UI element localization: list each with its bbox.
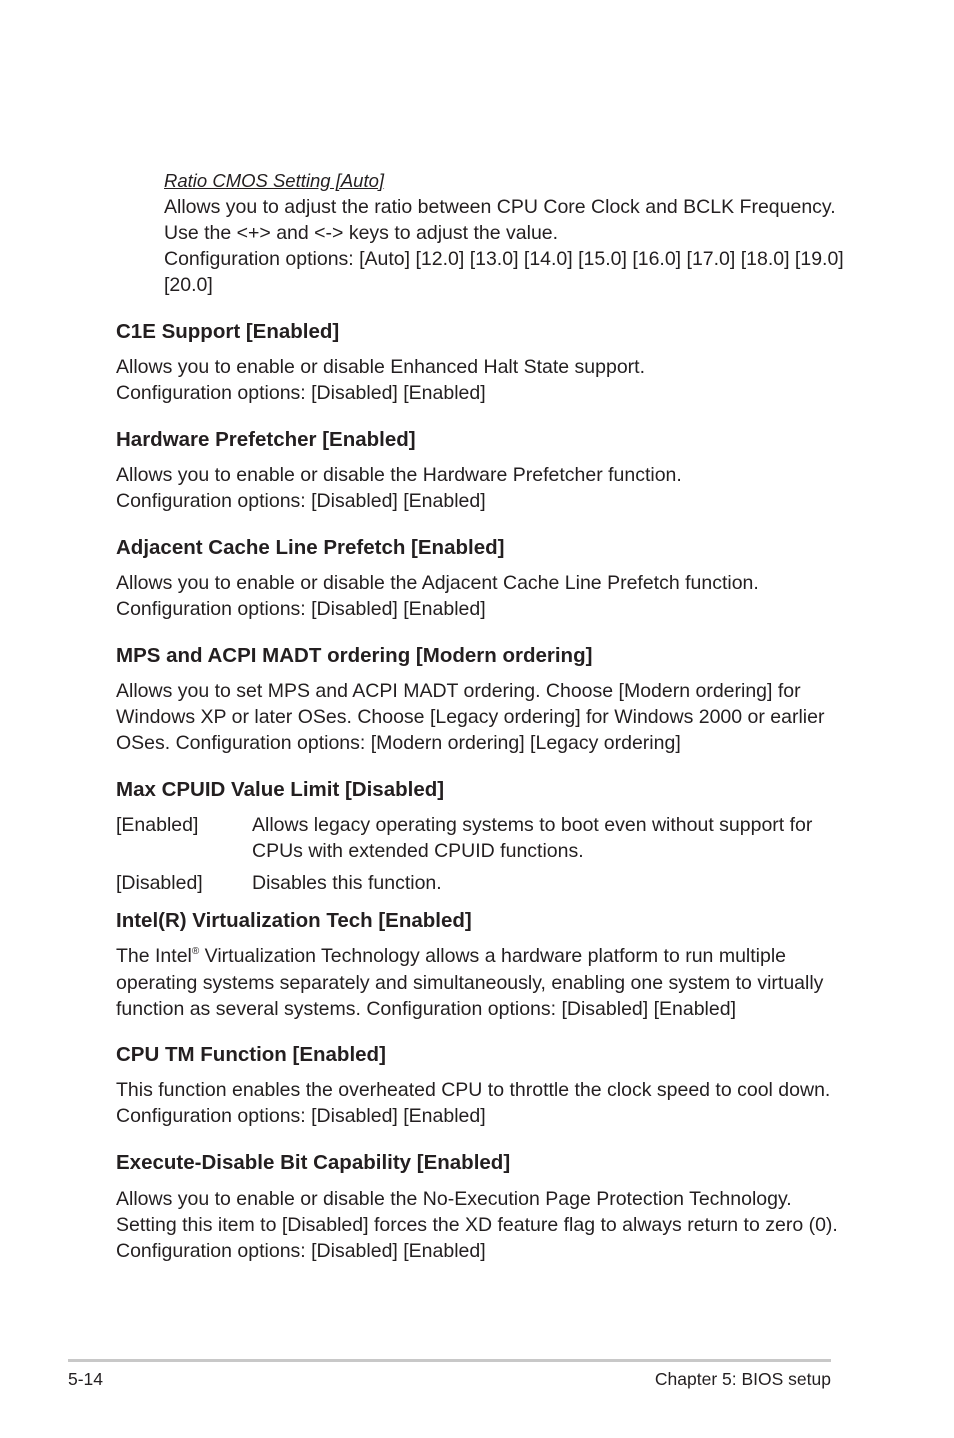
ratio-cmos-desc-line: Use the <+> and <-> keys to adjust the value. bbox=[164, 222, 559, 244]
virtualization-desc-line: function as several systems. Configuration options: [Disabled] [Enabled] bbox=[116, 998, 737, 1020]
execute-disable-heading: Execute-Disable Bit Capability [Enabled] bbox=[116, 1151, 511, 1174]
virtualization-desc-line bbox=[116, 943, 786, 969]
page-number: 5-14 bbox=[68, 1369, 104, 1389]
execute-disable-desc-line: Setting this item to [Disabled] forces the XD feature flag to always return to zero (0). bbox=[116, 1214, 838, 1236]
footer-divider bbox=[68, 1359, 831, 1362]
c1e-support-desc-line: Allows you to enable or disable Enhanced Halt State support. bbox=[116, 356, 645, 378]
cpuid-option-desc: Allows legacy operating systems to boot even without support for bbox=[252, 814, 813, 836]
hardware-prefetcher-heading: Hardware Prefetcher [Enabled] bbox=[116, 428, 416, 451]
cpuid-option-key: [Enabled] bbox=[116, 814, 199, 836]
mps-acpi-desc-line: Windows XP or later OSes. Choose [Legacy ordering] for Windows 2000 or earlier bbox=[116, 706, 825, 728]
ratio-cmos-desc-line: [20.0] bbox=[164, 274, 213, 296]
mps-acpi-heading: MPS and ACPI MADT ordering [Modern ordering] bbox=[116, 644, 593, 667]
hardware-prefetcher-desc-line: Configuration options: [Disabled] [Enabled] bbox=[116, 490, 486, 512]
cpu-tm-desc-line: This function enables the overheated CPU to throttle the clock speed to cool down. bbox=[116, 1079, 831, 1101]
cpu-tm-heading: CPU TM Function [Enabled] bbox=[116, 1043, 386, 1066]
execute-disable-desc-line: Configuration options: [Disabled] [Enabled] bbox=[116, 1240, 486, 1262]
chapter-label: Chapter 5: BIOS setup bbox=[654, 1369, 831, 1389]
cpuid-option-desc: Disables this function. bbox=[252, 872, 442, 894]
mps-acpi-desc-line: OSes. Configuration options: [Modern ordering] [Legacy ordering] bbox=[116, 732, 681, 754]
cpu-tm-desc-line: Configuration options: [Disabled] [Enabled] bbox=[116, 1105, 486, 1127]
ratio-cmos-title: Ratio CMOS Setting [Auto] bbox=[164, 170, 385, 191]
registered-mark: ® bbox=[191, 946, 200, 957]
adjacent-cache-desc-line: Configuration options: [Disabled] [Enabled] bbox=[116, 598, 486, 620]
execute-disable-desc-line: Allows you to enable or disable the No-Execution Page Protection Technology. bbox=[116, 1188, 792, 1210]
hardware-prefetcher-desc-line: Allows you to enable or disable the Hardware Prefetcher function. bbox=[116, 464, 682, 486]
cpuid-option-key: [Disabled] bbox=[116, 872, 203, 894]
ratio-cmos-desc-line: Configuration options: [Auto] [12.0] [13.0] [14.0] [15.0] [16.0] [17.0] [18.0] [19.0] bbox=[164, 248, 844, 270]
mps-acpi-desc-line: Allows you to set MPS and ACPI MADT ordering. Choose [Modern ordering] for bbox=[116, 680, 801, 702]
virtualization-heading: Intel(R) Virtualization Tech [Enabled] bbox=[116, 909, 472, 932]
cpuid-option-desc: CPUs with extended CPUID functions. bbox=[252, 840, 584, 862]
adjacent-cache-heading: Adjacent Cache Line Prefetch [Enabled] bbox=[116, 536, 505, 559]
adjacent-cache-desc-line: Allows you to enable or disable the Adjacent Cache Line Prefetch function. bbox=[116, 572, 759, 594]
ratio-cmos-desc-line: Allows you to adjust the ratio between CPU Core Clock and BCLK Frequency. bbox=[164, 196, 836, 218]
c1e-support-heading: C1E Support [Enabled] bbox=[116, 320, 340, 343]
intel-text: The Intel bbox=[116, 945, 192, 967]
c1e-support-desc-line: Configuration options: [Disabled] [Enabled] bbox=[116, 382, 486, 404]
max-cpuid-heading: Max CPUID Value Limit [Disabled] bbox=[116, 778, 445, 801]
virtualization-desc-line: operating systems separately and simultaneously, enabling one system to virtually bbox=[116, 972, 824, 994]
virtualization-text: Virtualization Technology allows a hardware platform to run multiple bbox=[199, 945, 787, 967]
